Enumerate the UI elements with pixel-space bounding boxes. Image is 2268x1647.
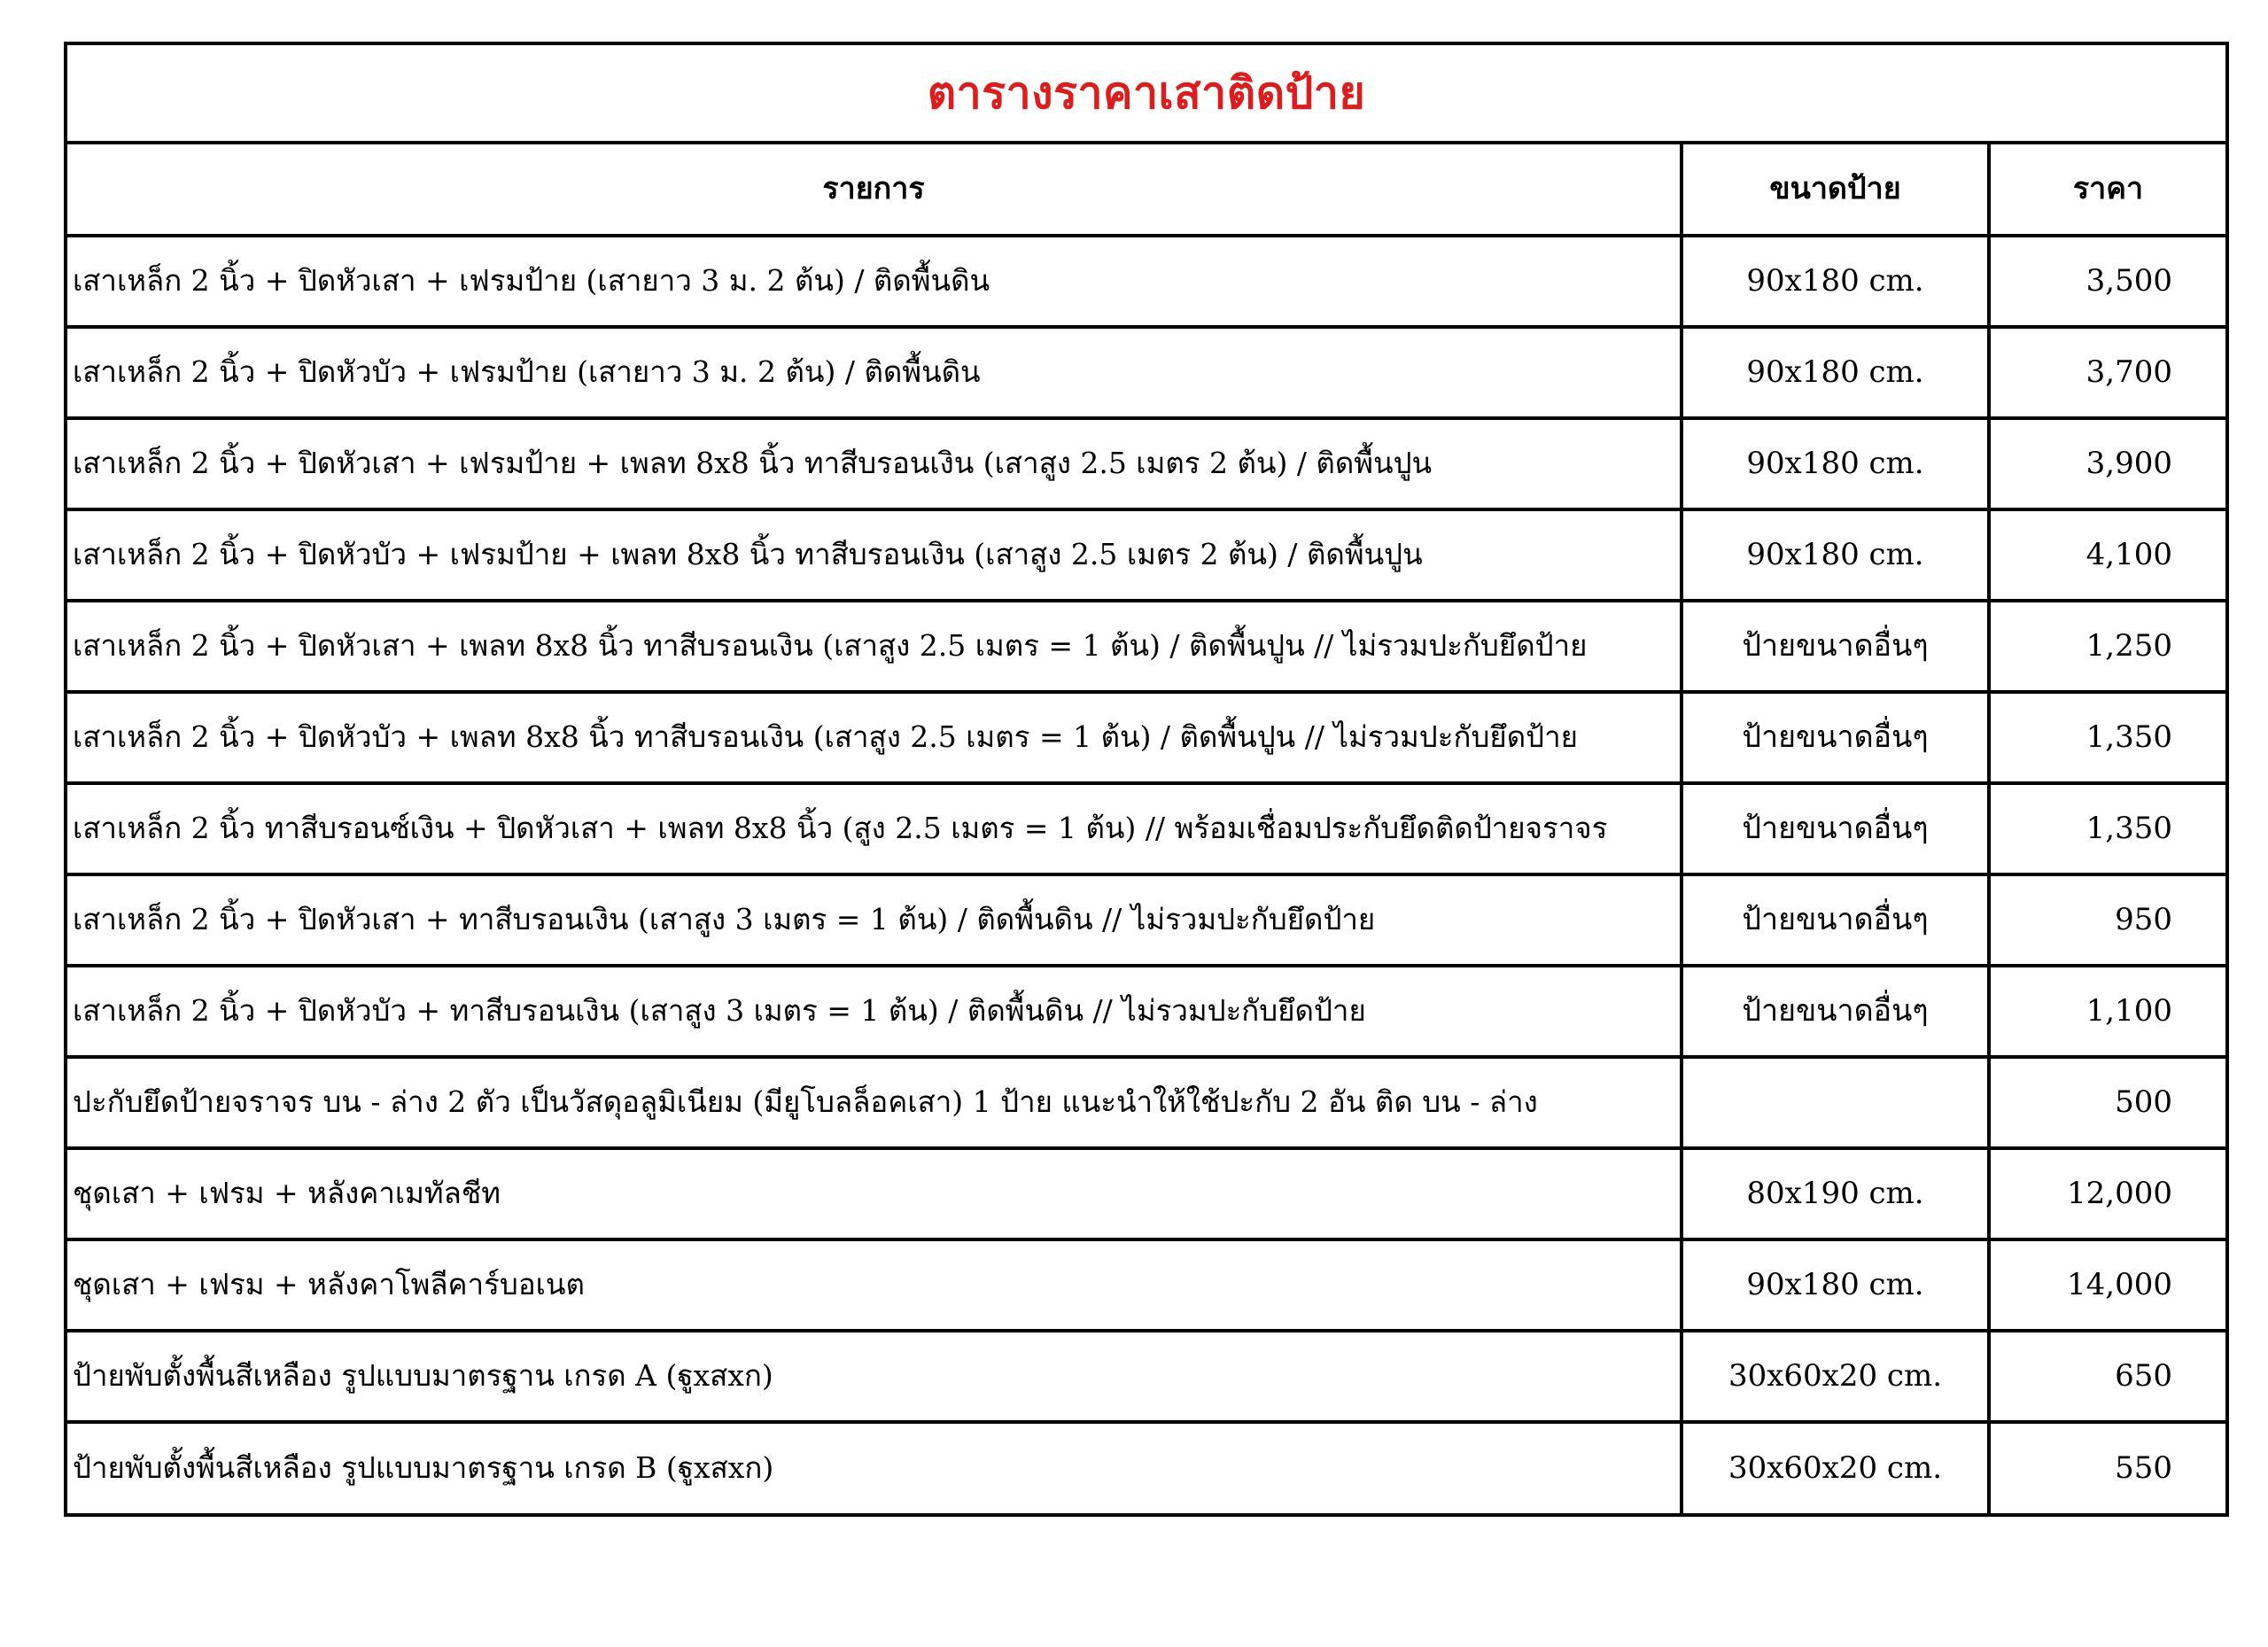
table-row (67, 236, 2225, 327)
table-row (67, 1239, 2225, 1331)
item-cell: ชุดเสา + เฟรม + หลังคาเมทัลชีท (67, 1148, 1682, 1239)
size-cell: ป้ายขนาดอื่นๆ (1682, 966, 1989, 1057)
table-row (67, 692, 2225, 783)
table-header-row (67, 144, 2225, 236)
size-cell: 90x180 cm. (1682, 418, 1989, 509)
price-cell: 1,250 (1989, 601, 2225, 692)
table-row (67, 966, 2225, 1057)
size-cell: ป้ายขนาดอื่นๆ (1682, 601, 1989, 692)
price-cell: 550 (2115, 1449, 2172, 1486)
column-header-item: รายการ (67, 144, 1682, 236)
table-row (67, 601, 2225, 692)
price-cell: 3,900 (1989, 418, 2225, 509)
size-cell: 80x190 cm. (1682, 1148, 1989, 1239)
item-cell: เสาเหล็ก 2 นิ้ว + ปิดหัวบัว + เฟรมป้าย (เสายาว 3 ม. 2 ต้น) / ติดพื้นดิน (67, 327, 1682, 418)
price-cell: 14,000 (1989, 1239, 2225, 1331)
table-row (67, 783, 2225, 874)
item-cell: เสาเหล็ก 2 นิ้ว + ปิดหัวบัว + ทาสีบรอนเงิน (เสาสูง 3 เมตร = 1 ต้น) / ติดพื้นดิน // ไม่รวมปะกับยึดป้าย (67, 966, 1682, 1057)
table-row (67, 509, 2225, 601)
price-cell: 4,100 (1989, 509, 2225, 601)
title-row (67, 45, 2225, 144)
item-cell: ป้ายพับตั้งพื้นสีเหลือง รูปแบบมาตรฐาน เกรด A (ฐูxสxก) (67, 1331, 1682, 1422)
price-cell: 1,350 (1989, 783, 2225, 874)
size-cell: ป้ายขนาดอื่นๆ (1682, 692, 1989, 783)
table-row (67, 327, 2225, 418)
item-cell: เสาเหล็ก 2 นิ้ว ทาสีบรอนซ์เงิน + ปิดหัวเสา + เพลท 8x8 นิ้ว (สูง 2.5 เมตร = 1 ต้น) // พร้อมเชื่อมประกับยึดติดป้ายจราจร (67, 783, 1682, 874)
table-row (67, 1057, 2225, 1148)
column-header-price: ราคา (1989, 144, 2225, 236)
price-cell: 1,350 (1989, 692, 2225, 783)
table-row (67, 1422, 2225, 1513)
size-cell: ป้ายขนาดอื่นๆ (1682, 783, 1989, 874)
table-row (67, 1331, 2225, 1422)
size-cell: 90x180 cm. (1682, 236, 1989, 327)
table-row (67, 874, 2225, 966)
item-cell: ปะกับยึดป้ายจราจร บน - ล่าง 2 ตัว เป็นวัสดุอลูมิเนียม (มียูโบลล็อคเสา) 1 ป้าย แนะนำให้ใช้ปะกับ 2 อัน ติด บน - ล่าง (67, 1057, 1682, 1148)
size-cell: 90x180 cm. (1682, 509, 1989, 601)
price-cell: 650 (1989, 1331, 2225, 1422)
item-cell: เสาเหล็ก 2 นิ้ว + ปิดหัวเสา + เพลท 8x8 นิ้ว ทาสีบรอนเงิน (เสาสูง 2.5 เมตร = 1 ต้น) / ติดพื้นปูน // ไม่รวมปะกับยึดป้าย (67, 601, 1682, 692)
price-cell: 3,500 (1989, 236, 2225, 327)
price-cell: 3,700 (1989, 327, 2225, 418)
item-cell: เสาเหล็ก 2 นิ้ว + ปิดหัวบัว + เฟรมป้าย + เพลท 8x8 นิ้ว ทาสีบรอนเงิน (เสาสูง 2.5 เมตร 2 ต้น) / ติดพื้นปูน (67, 509, 1682, 601)
price-cell: 500 (1989, 1057, 2225, 1148)
price-cell: 950 (1989, 874, 2225, 966)
size-cell: 90x180 cm. (1682, 327, 1989, 418)
price-table-sheet (64, 42, 2229, 1517)
item-cell: เสาเหล็ก 2 นิ้ว + ปิดหัวเสา + เฟรมป้าย + เพลท 8x8 นิ้ว ทาสีบรอนเงิน (เสาสูง 2.5 เมตร 2 ต้น) / ติดพื้นปูน (67, 418, 1682, 509)
price-cell: 1,100 (1989, 966, 2225, 1057)
price-cell: 12,000 (1989, 1148, 2225, 1239)
size-cell: 30x60x20 cm. (1682, 1331, 1989, 1422)
page-title: ตารางราคาเสาติดป้าย (927, 66, 1366, 119)
item-cell: เสาเหล็ก 2 นิ้ว + ปิดหัวเสา + ทาสีบรอนเงิน (เสาสูง 3 เมตร = 1 ต้น) / ติดพื้นดิน // ไม่รวมปะกับยึดป้าย (67, 874, 1682, 966)
table-row (67, 1148, 2225, 1239)
column-header-size: ขนาดป้าย (1682, 144, 1989, 236)
item-cell: ชุดเสา + เฟรม + หลังคาโพลีคาร์บอเนต (67, 1239, 1682, 1331)
size-cell (1682, 1057, 1989, 1148)
item-cell: เสาเหล็ก 2 นิ้ว + ปิดหัวบัว + เพลท 8x8 นิ้ว ทาสีบรอนเงิน (เสาสูง 2.5 เมตร = 1 ต้น) / ติดพื้นปูน // ไม่รวมปะกับยึดป้าย (67, 692, 1682, 783)
item-cell: เสาเหล็ก 2 นิ้ว + ปิดหัวเสา + เฟรมป้าย (เสายาว 3 ม. 2 ต้น) / ติดพื้นดิน (67, 236, 1682, 327)
size-cell: ป้ายขนาดอื่นๆ (1682, 874, 1989, 966)
price-table (67, 144, 2225, 1513)
item-cell: ป้ายพับตั้งพื้นสีเหลือง รูปแบบมาตรฐาน เกรด B (ฐูxสxก) (67, 1422, 1682, 1513)
size-cell: 30x60x20 cm. (1682, 1422, 1989, 1513)
size-cell: 90x180 cm. (1682, 1239, 1989, 1331)
table-row (67, 418, 2225, 509)
